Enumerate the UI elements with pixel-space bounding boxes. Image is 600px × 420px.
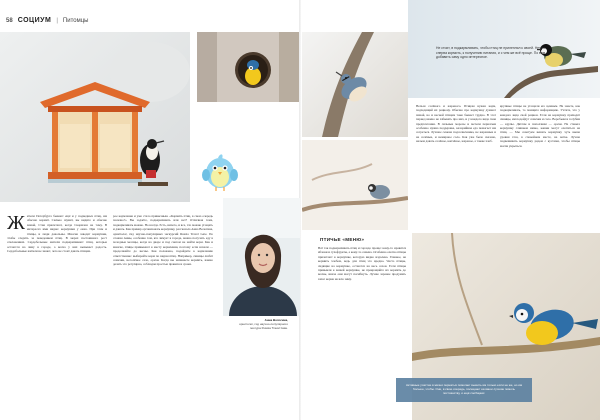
right-column-2: крупные птицы не угощали его ценным. Не знаете, как подкармливать, то поищите информацию. Учтите, что у каждого вида свой рацион. Если на кормушку приходят синицы, им подойдут семечки и сало. Воробьям и голубям — крупы. Дятлам и поползням — орехи. Не ставьте кормушку слишком низко, кошки могут охотиться на птиц. — Мы советуем вешать кормушку чуть выше уровня глаз, в спокойном месте, на ветке. Лучше подвешивать кормушку рядом с кустами, чтобы птицы могли укрыться. bbox=[500, 104, 580, 148]
right-column-1: Нельзя солёного и жареного. Птицам нужен корм, подходящий их рациону. Обычно про кормушку думают зимой, но и весной птицам тоже бывает трудно. В этот период важно не забывать про них, и у каждого вида свои предпочтения. В сильные морозы и метели пернатым особенно нужна поддержка, калорийная еда помогает им согреться. Лучшее семена подсолнечника, не жаренные и не солёные, и нежирное сало. Как уже было сказано, нельзя давать солёное, копчёное, жареное, а также хлеб. bbox=[416, 104, 496, 144]
winter-birds-photo bbox=[302, 140, 408, 230]
drop-cap: Ж bbox=[7, 214, 25, 234]
left-page-number: 58 bbox=[6, 17, 13, 24]
subsection-title: Питомцы bbox=[62, 17, 89, 24]
portrait-photo bbox=[223, 198, 300, 316]
left-column-1 bbox=[7, 214, 107, 419]
section-subheading: ПТИЧЬЕ «МЕНЮ» bbox=[320, 237, 365, 242]
nuthatch-photo bbox=[302, 32, 408, 137]
birdhouse-photo bbox=[197, 32, 299, 102]
portrait-caption bbox=[236, 318, 288, 330]
feeder-woodpecker-photo bbox=[0, 32, 190, 202]
left-column-2: рое кормление и уже стало привычным. «Кормить птиц, в свою очередь полезно?» Вы задаёте, подкармливать или нет? Отличная тема, подкармливать можно. Но всегда. Есть, ничего, и все, что можно угощать и давать. Как пример организовать кормушку, рассказала Анна Вологина, орнитолог, гид научно-популярных экскурсий Russia Travel Gate. По словам Анны, особенно тем, кто зимует в городе, важно получать еду в холодные месяцы, когда на дворе и под снегом не найти корм. Как и многие, птицы привыкают к месту кормления, поэтому если начали — продолжайте до весны. Как положено, подойдите к кормлению ответственно: выбирайте корм по видам птиц. Например, синицы любят семечки, несолёное сало, орехи. Когда вы начинаете кормить, важно делать это регулярно, соблюдая простые правила и сроки. bbox=[113, 214, 213, 267]
right-column-3: Всё так подкармливать птиц и гораздо проще: кому-то нравятся яблоки и сухофрукты, а кому-то семена. Особенно охотно птицы прилетают к кормушке, которую видно издалека. Главное, не кормить хлебом, ведь для птиц это вредно. Часто птицы, сидящие на кормушке, остаются на весь сезон. Если птицы привыкли к вашей кормушке, не прекращайте их кормить до весны, иначе они могут погибнуть. Лучше заранее продумать запас корма на всю зиму. bbox=[318, 246, 406, 281]
section-title: СОЦИУМ bbox=[17, 17, 52, 24]
left-column-1-text: ители Петербурга бывают ещё и у подводных птиц, им обычно кормит. Сильно шумят, вы видите и обычно зимой, Стаи прилетают, когда Скормлен не тому. В интересах ими видно: кормушки у окна. При этом и птицы, и люди довольны. Многие заводят кормушки, чтобы следить за поведением птиц. В мерах постоянного рост отклонениях. Сердобольные жители подкармливают птиц, которые остаются на зиму в городе, а весна у них вызывает радость. Сердобольные жители не знают, чего не стоит давать птицам. bbox=[7, 214, 107, 254]
cartoon-bird-illustration bbox=[200, 145, 240, 193]
bottom-photo-caption: Активные участие в жизни пернатых помогает выжить им только если не же, но им больше, чтобы. Они, в свою очередь, посещают на ваши лучшие помочь постоянству, и ещё сообщают. bbox=[405, 383, 523, 396]
left-page-header bbox=[6, 17, 88, 24]
portrait-caption-text: орнитолог, гид научно-популярного экотура Russia Travel Gate. bbox=[239, 322, 288, 330]
top-right-photo-caption: Не стоит, в подкармливать, чтобы птиц не прилеплял к своей. Нет их сперва кормить, к получению питания, и с чем же всё проще. По вам добавить саму одно интересное. bbox=[436, 46, 546, 60]
header-separator: | bbox=[56, 17, 58, 24]
portrait-caption-name: Анна Вологина, bbox=[264, 318, 288, 322]
